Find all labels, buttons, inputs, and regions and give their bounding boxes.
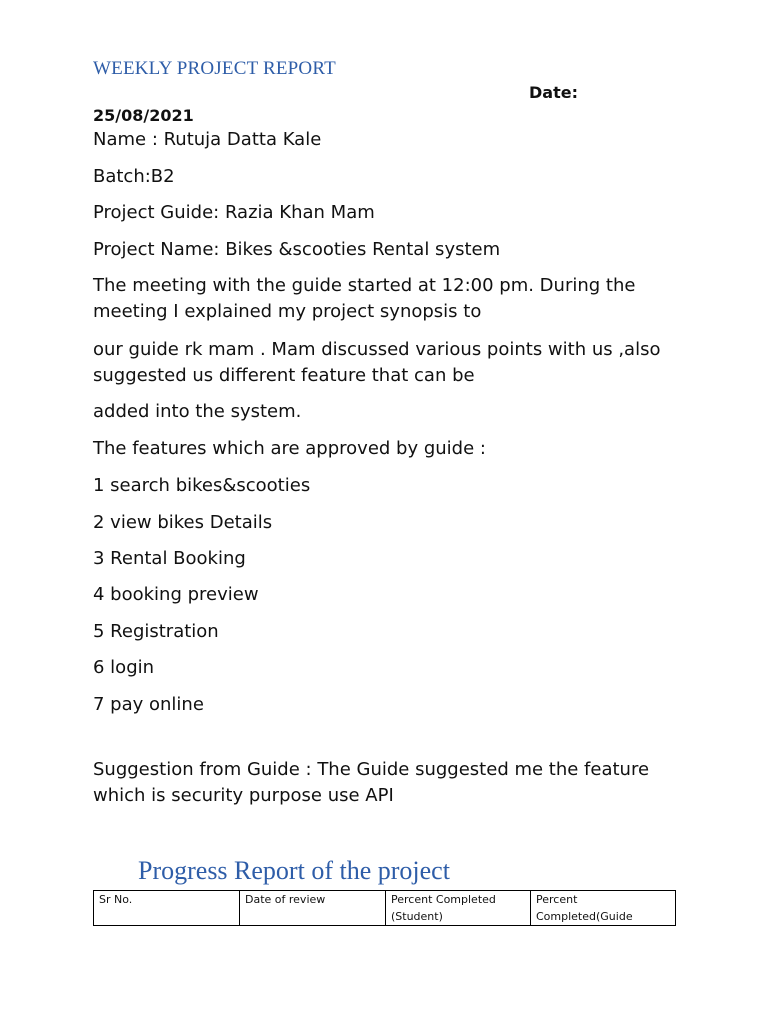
progress-table bbox=[93, 890, 676, 926]
column-header-sr-no: Sr No. bbox=[94, 891, 240, 926]
meeting-paragraph-3: added into the system. bbox=[93, 401, 302, 422]
date-label: Date: bbox=[529, 83, 578, 102]
project-guide: Project Guide: Razia Khan Mam bbox=[93, 202, 375, 223]
date-value: 25/08/2021 bbox=[93, 106, 194, 125]
feature-item: 7 pay online bbox=[93, 694, 204, 715]
progress-report-title: Progress Report of the project bbox=[138, 856, 450, 885]
meeting-paragraph-1: The meeting with the guide started at 12:00 pm. During the meeting I explained my project synopsis to bbox=[93, 275, 636, 322]
column-header-percent-student: Percent Completed (Student) bbox=[386, 891, 531, 926]
meeting-paragraph-2: our guide rk mam . Mam discussed various points with us ,also suggested us different feature that can be bbox=[93, 339, 661, 386]
batch: Batch:B2 bbox=[93, 166, 175, 187]
approved-features-heading: The features which are approved by guide : bbox=[93, 438, 486, 459]
column-header-date-of-review: Date of review bbox=[240, 891, 386, 926]
feature-item: 1 search bikes&scooties bbox=[93, 475, 311, 496]
feature-item: 5 Registration bbox=[93, 621, 219, 642]
progress-table-header-row bbox=[94, 891, 676, 926]
guide-suggestion: Suggestion from Guide : The Guide suggested me the feature which is security purpose use API bbox=[93, 759, 650, 806]
feature-item: 4 booking preview bbox=[93, 584, 259, 605]
feature-item: 3 Rental Booking bbox=[93, 548, 246, 569]
student-name: Name : Rutuja Datta Kale bbox=[93, 129, 322, 150]
feature-item: 2 view bikes Details bbox=[93, 512, 273, 533]
project-name: Project Name: Bikes &scooties Rental system bbox=[93, 239, 501, 260]
feature-item: 6 login bbox=[93, 657, 155, 678]
report-title: WEEKLY PROJECT REPORT bbox=[93, 58, 336, 79]
column-header-percent-guide: Percent Completed(Guide bbox=[531, 891, 676, 926]
